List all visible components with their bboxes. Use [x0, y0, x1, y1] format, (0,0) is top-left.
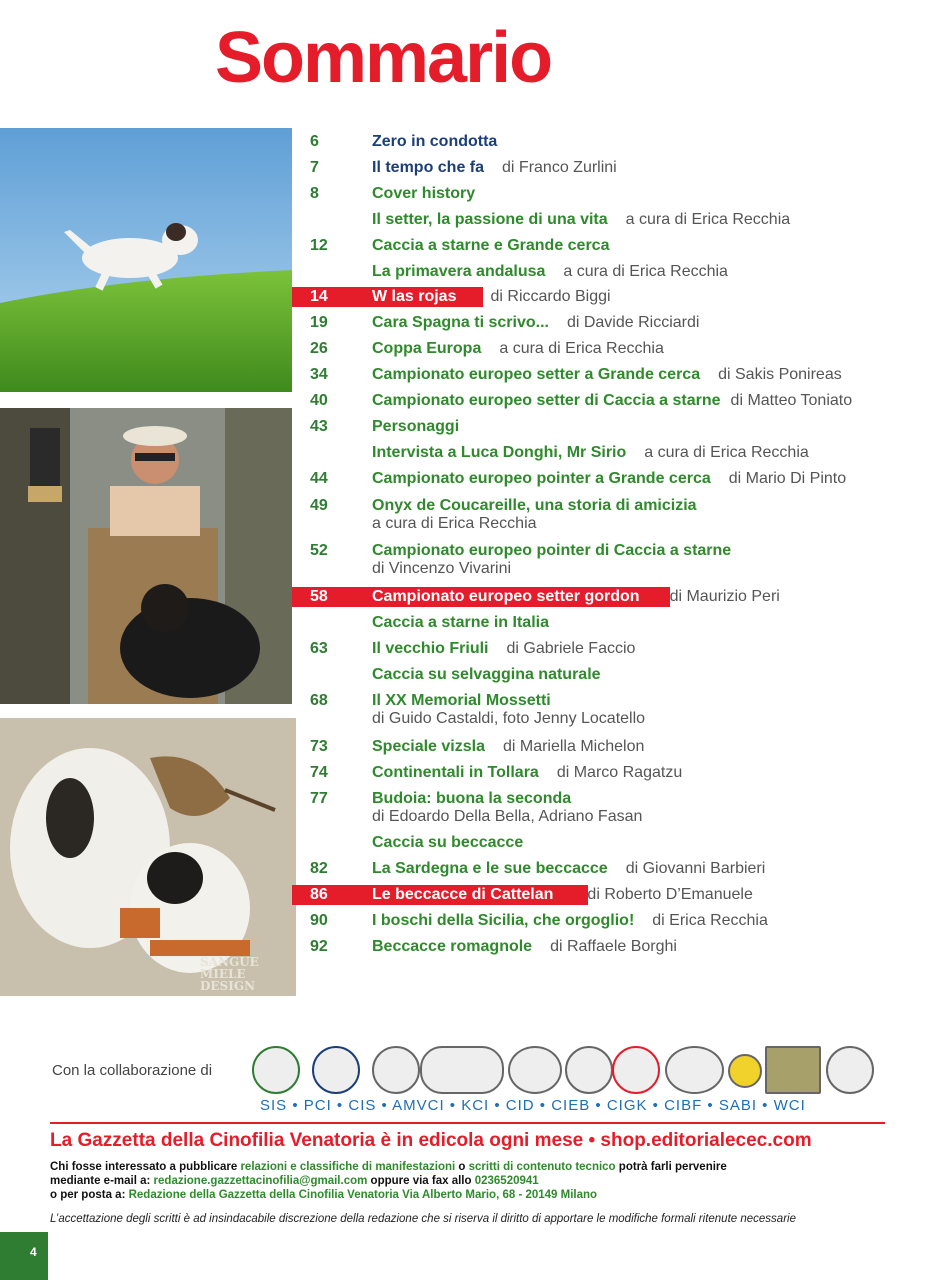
- toc-page-number: 90: [310, 912, 328, 929]
- toc-author: di Riccardo Biggi: [490, 288, 611, 305]
- toc-title: Campionato europeo pointer a Grande cerca: [372, 470, 711, 487]
- toc-author: di Marco Ragatzu: [556, 764, 683, 781]
- toc-title: Zero in condotta: [372, 133, 498, 150]
- toc-title: W las rojas: [372, 288, 457, 305]
- toc-page-number: 63: [310, 640, 328, 657]
- toc-author: di Giovanni Barbieri: [625, 860, 766, 877]
- toc-title: Onyx de Coucareille, una storia di amicizia: [372, 497, 697, 514]
- amvci-logo: [420, 1046, 504, 1094]
- toc-author: di Mariella Michelon: [502, 738, 645, 755]
- toc-author: a cura di Erica Recchia: [372, 515, 537, 532]
- toc-title: Continentali in Tollara: [372, 764, 539, 781]
- toc-page-number: 6: [310, 133, 319, 150]
- email-link[interactable]: redazione.gazzettacinofilia@gmail.com: [153, 1175, 368, 1187]
- cis-logo: [372, 1046, 420, 1094]
- sabi-logo: [765, 1046, 821, 1094]
- toc-author: di Erica Recchia: [652, 912, 768, 929]
- toc-title: Cara Spagna ti scrivo...: [372, 314, 549, 331]
- toc-author: di Edoardo Della Bella, Adriano Fasan: [372, 808, 643, 825]
- toc-author: a cura di Erica Recchia: [625, 211, 791, 228]
- toc-author: di Franco Zurlini: [502, 159, 617, 176]
- toc-title: Intervista a Luca Donghi, Mr Sirio: [372, 444, 627, 461]
- toc-page-number: 74: [310, 764, 328, 781]
- toc-page-number: 58: [310, 588, 328, 605]
- toc-page-number: 12: [310, 237, 328, 254]
- toc-author: a cura di Erica Recchia: [644, 444, 809, 461]
- toc-author: di Matteo Toniato: [730, 392, 853, 409]
- toc-title: I boschi della Sicilia, che orgoglio!: [372, 912, 635, 929]
- toc-author: di Raffaele Borghi: [550, 938, 677, 955]
- toc-author: di Maurizio Peri: [669, 588, 780, 605]
- toc-title: Campionato europeo setter di Caccia a starne: [372, 392, 721, 409]
- toc-title: Caccia a starne in Italia: [372, 614, 549, 631]
- toc-page-number: 86: [310, 886, 328, 903]
- toc-title: Le beccacce di Cattelan: [372, 886, 554, 903]
- artwork-signature: SANGUE MIELE DESIGN: [200, 955, 259, 993]
- toc-page-number: 49: [310, 497, 328, 514]
- collaboration-label: Con la collaborazione di: [52, 1062, 213, 1079]
- toc-page-number: 8: [310, 185, 319, 202]
- toc-page-number: 44: [310, 470, 328, 487]
- photo-dog-running: [0, 128, 292, 392]
- toc-title: Budoia: buona la seconda: [372, 790, 572, 807]
- toc-title: La primavera andalusa: [372, 263, 546, 280]
- toc-page-number: 40: [310, 392, 328, 409]
- toc-page-number: 34: [310, 366, 328, 383]
- submission-info: Chi fosse interessato a pubblicare relazioni e classifiche di manifestazioni o scritti di contenuto tecnico potrà farli pervenire mediante e-mail a: redazione.gazzettacinofilia@gmail.com oppure via fax allo 0236520941 o per posta a: Redazione della Gazzetta della Cinofilia Venatoria Via Alberto Mario, 68 - 20149 Milano: [50, 1161, 727, 1201]
- page-number-box: [0, 1232, 48, 1280]
- toc-page-number: 26: [310, 340, 328, 357]
- toc-page-number: 68: [310, 692, 328, 709]
- toc-author: a cura di Erica Recchia: [499, 340, 664, 357]
- toc-author: di Sakis Ponireas: [718, 366, 842, 383]
- cid-logo: [565, 1046, 613, 1094]
- toc-author: di Gabriele Faccio: [506, 640, 636, 657]
- toc-title: Il tempo che fa: [372, 159, 485, 176]
- toc-page-number: 92: [310, 938, 328, 955]
- toc-title: Il setter, la passione di una vita: [372, 211, 608, 228]
- newsstand-slogan: La Gazzetta della Cinofilia Venatoria è in edicola ogni mese • shop.editorialecec.com: [50, 1130, 812, 1151]
- toc-page-number: 52: [310, 542, 328, 559]
- toc-title: La Sardegna e le sue beccacce: [372, 860, 608, 877]
- cigk-logo: [665, 1046, 724, 1094]
- toc-page-number: 14: [310, 288, 328, 305]
- toc-title: Campionato europeo setter a Grande cerca: [372, 366, 701, 383]
- toc-title: Beccacce romagnole: [372, 938, 533, 955]
- toc-author: a cura di Erica Recchia: [563, 263, 728, 280]
- toc-page-number: 77: [310, 790, 328, 807]
- toc-author: di Vincenzo Vivarini: [372, 560, 512, 577]
- disclaimer: L’accettazione degli scritti è ad insindacabile discrezione della redazione che si riserva il diritto di apportare le modifiche formali ritenute necessarie: [50, 1213, 796, 1225]
- divider: [50, 1122, 885, 1124]
- toc-title: Caccia su selvaggina naturale: [372, 666, 601, 683]
- kci-logo: [508, 1046, 562, 1094]
- artwork-setters-woodcock: [0, 718, 296, 996]
- pci-logo: [312, 1046, 360, 1094]
- toc-title: Coppa Europa: [372, 340, 482, 357]
- photo-hunter-with-setter: [0, 408, 292, 704]
- toc-title: Il XX Memorial Mossetti: [372, 692, 551, 709]
- toc-title: Campionato europeo pointer di Caccia a starne: [372, 542, 732, 559]
- toc-author: di Guido Castaldi, foto Jenny Locatello: [372, 710, 646, 727]
- toc-page-number: 19: [310, 314, 328, 331]
- wci-logo: [826, 1046, 874, 1094]
- toc-title: Il vecchio Friuli: [372, 640, 489, 657]
- page-number: 4: [30, 1245, 37, 1259]
- toc-title: Caccia su beccacce: [372, 834, 524, 851]
- cibf-logo: [728, 1054, 762, 1088]
- toc-title: Cover history: [372, 185, 476, 202]
- page-title: Sommario: [215, 18, 552, 98]
- partner-names: SIS • PCI • CIS • AMVCI • KCI • CID • CIEB • CIGK • CIBF • SABI • WCI: [260, 1097, 806, 1114]
- toc-title: Personaggi: [372, 418, 460, 435]
- toc-page-number: 73: [310, 738, 328, 755]
- toc-author: di Davide Ricciardi: [566, 314, 700, 331]
- toc-title: Campionato europeo setter gordon: [372, 588, 640, 605]
- toc-author: di Roberto D’Emanuele: [587, 886, 753, 903]
- toc-title: Speciale vizsla: [372, 738, 485, 755]
- toc-page-number: 7: [310, 159, 319, 176]
- toc-page-number: 82: [310, 860, 328, 877]
- cieb-logo: [612, 1046, 660, 1094]
- toc-title: Caccia a starne e Grande cerca: [372, 237, 610, 254]
- toc-author: di Mario Di Pinto: [728, 470, 847, 487]
- toc-page-number: 43: [310, 418, 328, 435]
- sis-logo: [252, 1046, 300, 1094]
